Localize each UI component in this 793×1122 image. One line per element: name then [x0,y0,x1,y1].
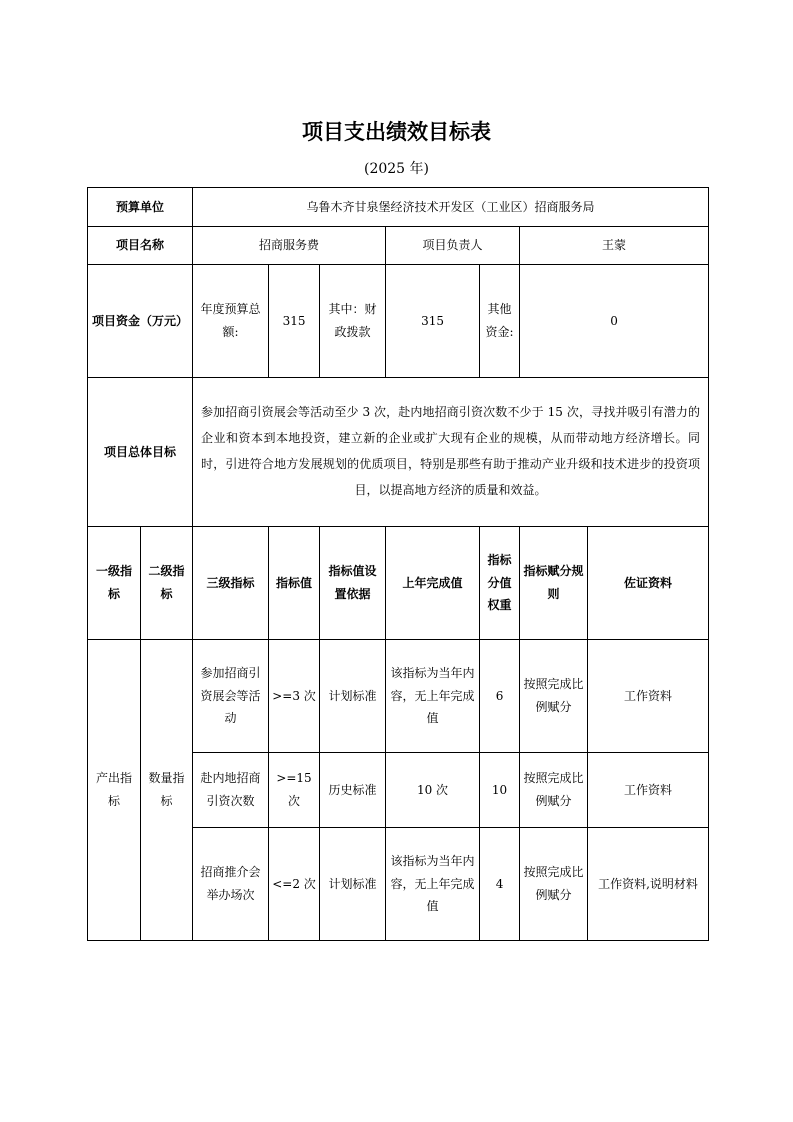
last-year-value: 该指标为当年内容，无上年完成值 [386,828,480,941]
evidence: 工作资料 [588,753,709,828]
level3-indicator: 招商推介会举办场次 [193,828,269,941]
indicator-value: <=2 次 [269,828,320,941]
header-level2: 二级指标 [141,527,193,640]
header-scoring-rule: 指标赋分规则 [520,527,588,640]
level2-quantity-indicator: 数量指标 [141,640,193,941]
indicator-value: >=15 次 [269,753,320,828]
project-name-row [88,227,709,265]
performance-target-table [87,187,709,941]
fiscal-allocation-label: 其中：财政拨款 [320,265,386,378]
budget-unit-label: 预算单位 [88,188,193,227]
scoring-rule: 按照完成比例赋分 [520,828,588,941]
overall-goal-label: 项目总体目标 [88,378,193,527]
level3-indicator: 赴内地招商引资次数 [193,753,269,828]
header-indicator-value: 指标值 [269,527,320,640]
header-level3: 三级指标 [193,527,269,640]
last-year-value: 10 次 [386,753,480,828]
other-funds-label: 其他资金: [480,265,520,378]
header-value-basis: 指标值设置依据 [320,527,386,640]
last-year-value: 该指标为当年内容，无上年完成值 [386,640,480,753]
indicator-value: >=3 次 [269,640,320,753]
level3-indicator: 参加招商引资展会等活动 [193,640,269,753]
header-last-year: 上年完成值 [386,527,480,640]
project-funds-row [88,265,709,378]
header-weight: 指标分值权重 [480,527,520,640]
overall-goal-row [88,378,709,527]
weight-value: 4 [480,828,520,941]
evidence: 工作资料 [588,640,709,753]
annual-budget-label: 年度预算总额: [193,265,269,378]
project-owner-label: 项目负责人 [386,227,520,265]
project-name-label: 项目名称 [88,227,193,265]
annual-budget-value: 315 [269,265,320,378]
level1-output-indicator: 产出指标 [88,640,141,941]
overall-goal-text: 参加招商引资展会等活动至少 3 次，赴内地招商引资次数不少于 15 次，寻找并吸引有潜力的企业和资本到本地投资，建立新的企业或扩大现有企业的规模，从而带动地方经济增长。同时，引进符合地方发展规划的优质项目，特别是那些有助于推动产业升级和技术进步的投资项目，以提高地方经济的质量和效益。 [193,378,709,527]
page-subtitle-year: (2025 年) [363,161,429,177]
header-evidence: 佐证资料 [588,527,709,640]
budget-unit-row [88,188,709,227]
project-name-value: 招商服务费 [193,227,386,265]
value-basis: 计划标准 [320,828,386,941]
header-level1: 一级指标 [88,527,141,640]
project-funds-label: 项目资金（万元） [88,265,193,378]
fiscal-allocation-value: 315 [386,265,480,378]
budget-unit-value: 乌鲁木齐甘泉堡经济技术开发区（工业区）招商服务局 [193,188,709,227]
page-title: 项目支出绩效目标表 [302,120,491,144]
scoring-rule: 按照完成比例赋分 [520,640,588,753]
value-basis: 计划标准 [320,640,386,753]
project-owner-value: 王蒙 [520,227,709,265]
weight-value: 10 [480,753,520,828]
evidence: 工作资料,说明材料 [588,828,709,941]
table-row [88,640,709,753]
indicator-header-row [88,527,709,640]
value-basis: 历史标准 [320,753,386,828]
weight-value: 6 [480,640,520,753]
scoring-rule: 按照完成比例赋分 [520,753,588,828]
other-funds-value: 0 [520,265,709,378]
